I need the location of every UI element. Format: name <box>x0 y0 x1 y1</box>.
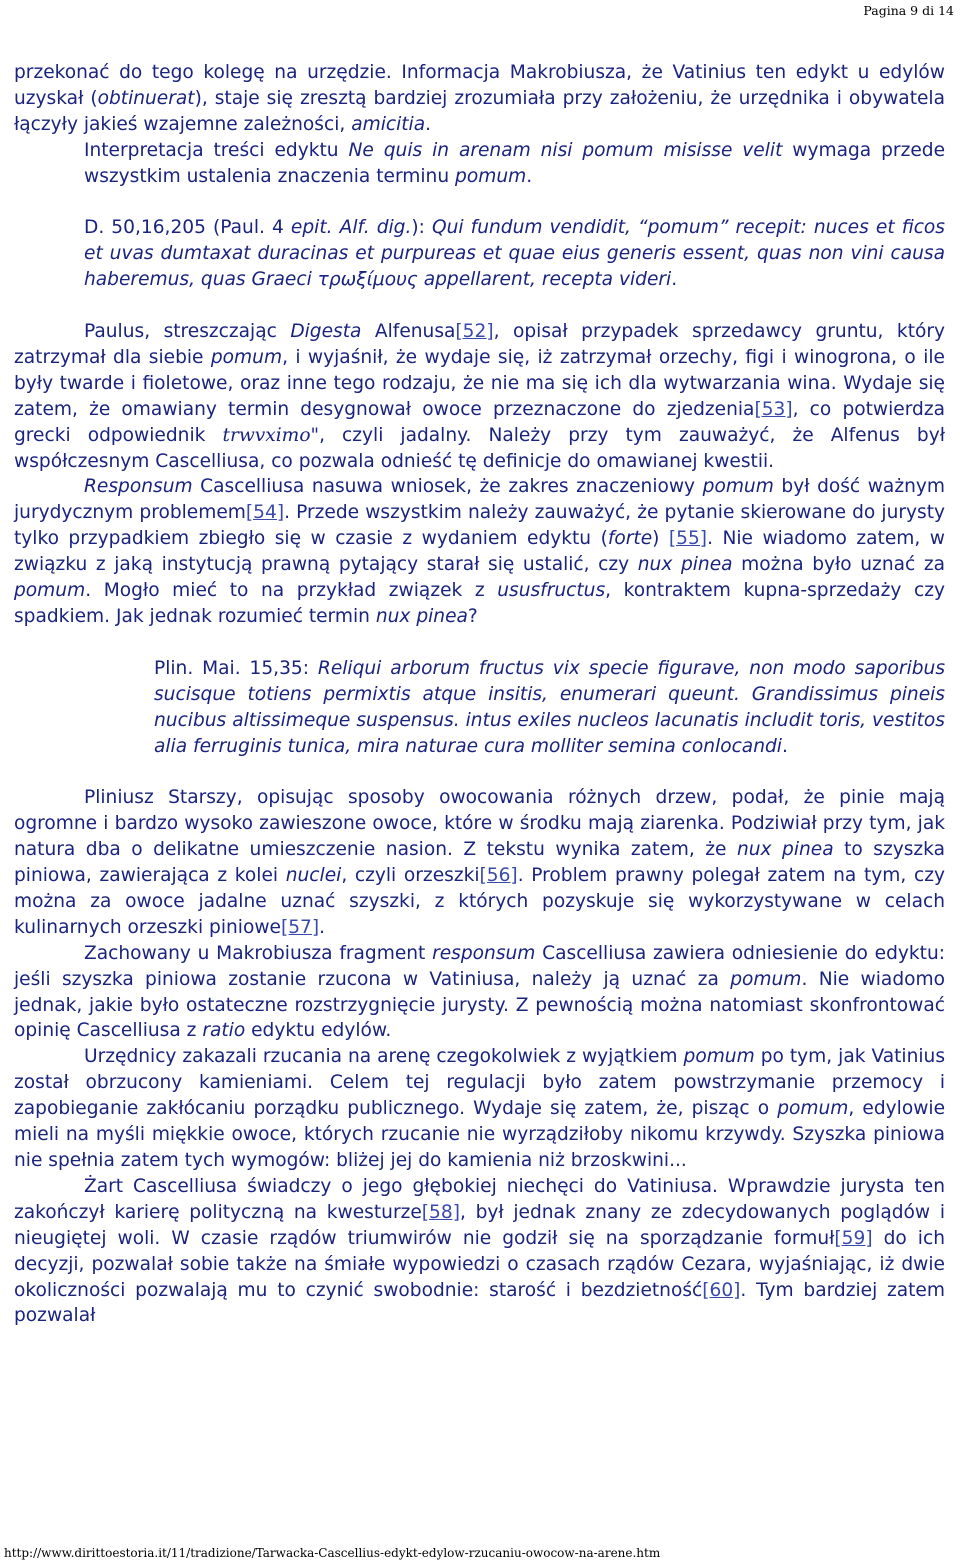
paragraph-9 <box>14 1044 945 1174</box>
paragraph-5 <box>14 474 945 629</box>
text: . Przede wszystkim należy zauważyć, że pytanie skierowane do jurysty tylko przypadkiem zbiegło się w czasie z wydaniem edyktu ( <box>14 502 945 550</box>
italic-term: ratio <box>202 1020 246 1042</box>
italic-term: Digesta <box>290 321 362 343</box>
footnote-link-55[interactable]: [55] <box>668 528 708 550</box>
text: Cascelliusa zawiera odniesienie do edyktu: jeśli szyszka piniowa zostanie rzucona w Vatiniusa, należy ją uznać za <box>14 942 945 990</box>
italic-term: nux pinea <box>736 839 834 861</box>
text: D. 50,16,205 (Paul. 4 <box>84 217 291 239</box>
text: . <box>526 165 533 187</box>
text: , co potwierdza grecki odpowiednik <box>14 398 946 446</box>
text: . <box>781 735 788 757</box>
footnote-link-57[interactable]: [57] <box>280 916 320 938</box>
italic-term: nux pinea <box>637 554 733 576</box>
text: . Nie wiadomo zatem, w związku z jaką instytucją prawną pytający starał się ustalić, czy <box>14 528 945 576</box>
paragraph-4 <box>14 319 945 474</box>
text: Urzędnicy zakazali rzucania na arenę czegokolwiek z wyjątkiem <box>84 1046 684 1068</box>
footer-url: http://www.dirittoestoria.it/11/tradizione/Tarwacka-Cascellius-edykt-edylow-rzucaniu-owocow-na-arene.htm <box>4 1546 661 1560</box>
text: . Tym bardziej zatem pozwalał <box>14 1279 945 1327</box>
text: po tym, jak Vatinius został obrzucony kamieniami. Celem tej regulacji było zatem powstrzymanie przemocy i zapobieganie zakłócaniu porządku publicznego. Wydaje się zatem, że, pisząc o <box>14 1046 946 1120</box>
italic-term: pomum <box>210 346 283 368</box>
text: Cascelliusa nasuwa wniosek, że zakres znaczeniowy <box>192 476 703 498</box>
italic-term: ususfructus <box>497 580 606 602</box>
footnote-link-60[interactable]: [60] <box>702 1279 741 1301</box>
text: , był jednak znany ze zdecydowanych poglądów i nieugiętej woli. W czasie rządów triumwirów nie godził się na sporządzanie formuł <box>14 1201 945 1249</box>
italic-term: pomum <box>730 968 802 990</box>
text: , i wyjaśnił, że wydaje się, iż zatrzymał orzechy, figi i winogrona, o ile były twarde i fioletowe, oraz inne tego rodzaju, że nie ma się ich dla wytwarzania wina. Wydaje się zatem, że omawiany termin desygnował owoce przeznaczone do zjedzenia <box>14 346 945 420</box>
italic-term: amicitia <box>351 113 426 135</box>
text: Żart Cascelliusa świadczy o jego głębokiej niechęci do Vatiniusa. Wprawdzie jurysta ten zakończył karierę polityczną na kwesturze <box>14 1175 945 1223</box>
text: Pliniusz Starszy, opisując sposoby owocowania różnych drzew, podał, że pinie mają ogromne i bardzo wysoko zawieszone owoce, które w środku mają ziarenka. Podziwiał przy tym, jak natura dba o delikatne umieszczenie nasion. Z tekstu wynika zatem, że <box>14 787 945 861</box>
article-body <box>14 60 945 1329</box>
text: Zachowany u Makrobiusza fragment <box>84 942 433 964</box>
text: ? <box>467 606 478 627</box>
italic-term: responsum <box>432 942 536 964</box>
italic-term: pomum <box>777 1098 849 1120</box>
page-number: Pagina 9 di 14 <box>863 3 954 18</box>
italic-term: nux pinea <box>375 606 468 627</box>
text: . <box>319 916 326 938</box>
footnote-link-53[interactable]: [53] <box>754 398 793 420</box>
text: wymaga przede wszystkim ustalenia znaczenia terminu <box>84 139 946 187</box>
text: Interpretacja treści edyktu <box>84 139 349 161</box>
text: ) <box>652 528 669 550</box>
text: edyktu edylów. <box>245 1020 392 1042</box>
footnote-link-59[interactable]: [59] <box>834 1227 873 1249</box>
text: do ich decyzji, pozwalał sobie także na śmiałe wypowiedzi o czasach rządów Cezara, wyjaśniając, iż dwie okoliczności pozwalają mu to czynić swobodnie: starość i bezdzietność <box>14 1227 945 1301</box>
paragraph-1 <box>14 60 945 138</box>
italic-term: pomum <box>683 1046 755 1068</box>
text: Plin. Mai. 15,35: <box>154 657 318 679</box>
text: , czyli jadalny. Należy przy tym zauważyć, że Alfenus był współczesnym Cascelliusa, co pozwala odnieść tę definicje do omawianej kwestii. <box>14 424 945 472</box>
italic-term: pomum <box>14 580 86 602</box>
footnote-link-52[interactable]: [52] <box>455 321 494 343</box>
latin-quote: Qui fundum vendidit, “pomum” recepit: nuces et ficos et uvas dumtaxat duracinas et purpureas et quae eius generis essent, quas non vini causa haberemus, quas Graeci τρωξίμους appellarent, recepta videri <box>84 217 945 291</box>
footnote-link-56[interactable]: [56] <box>479 865 518 887</box>
text: , edylowie mieli na myśli miękkie owoce, których rzucanie nie wyrządziłoby nikomu krzywdy. Szyszka piniowa nie spełnia zatem tych wymogów: bliżej jej do kamienia niż brzoskwini... <box>14 1098 946 1171</box>
text: Alfenusa <box>361 321 456 343</box>
italic-term: obtinuerat <box>97 87 195 109</box>
paragraph-2 <box>14 138 945 190</box>
text: , kontraktem kupna-sprzedaży czy spadkiem. Jak jednak rozumieć termin <box>14 580 945 627</box>
latin-quote: Reliqui arborum fructus vix specie figurave, non modo saporibus sucisque totiens permixtis atque insitis, enumerari queunt. Grandissimus pineis nucibus altissimeque suspensus. intus exiles nucleos lacunatis includit toris, vestitos alia ferruginis tunica, mira naturae cura molliter semina conlocandi <box>154 657 946 757</box>
text: ): <box>411 217 432 239</box>
footnote-link-54[interactable]: [54] <box>245 502 285 524</box>
quote-digest <box>14 215 945 293</box>
text: był dość ważnym jurydycznym problemem <box>14 476 945 524</box>
footnote-link-58[interactable]: [58] <box>421 1201 460 1223</box>
italic-term: forte <box>607 528 653 550</box>
text: . <box>425 113 432 135</box>
text: . Nie wiadomo jednak, jakie było ostateczne rozstrzygnięcie jurysty. Z pewnością można natomiast skonfrontować opinię Cascelliusa z <box>14 968 945 1042</box>
italic-term: epit. Alf. dig. <box>290 217 412 239</box>
paragraph-10 <box>14 1174 945 1329</box>
text: ), staje się zresztą bardziej zrozumiała przy założeniu, że urzędnika i obywatela łączyły jakieś wzajemne zależności, <box>14 87 945 135</box>
paragraph-8 <box>14 941 945 1045</box>
paragraph-7 <box>14 785 945 940</box>
text: Paulus, streszczając <box>84 321 291 343</box>
text: można było uznać za <box>732 554 945 576</box>
text: . <box>671 269 678 291</box>
text: . Mogło mieć to na przykład związek z <box>85 580 498 602</box>
text: , opisał przypadek sprzedawcy gruntu, który zatrzymał dla siebie <box>14 321 946 368</box>
italic-term: Responsum <box>84 476 193 498</box>
italic-term: pomum <box>702 476 774 498</box>
italic-term: pomum <box>455 165 527 187</box>
italic-term: Ne quis in arenam nisi pomum misisse velit <box>348 139 783 161</box>
text: przekonać do tego kolegę na urzędzie. Informacja Makrobiusza, że Vatinius ten edykt u edylów uzyskał ( <box>14 62 945 109</box>
text: , czyli orzeszki <box>341 865 480 887</box>
text: to szyszka piniowa, zawierająca z kolei <box>14 839 945 887</box>
greek-term: trwvximo" <box>222 424 320 446</box>
quote-pliny <box>14 656 945 760</box>
text: . Problem prawny polegał zatem na tym, czy można za owoce jadalne uznać szyszki, z których pozyskuje się wykorzystywane w celach kulinarnych orzeszki piniowe <box>14 865 945 938</box>
italic-term: nuclei <box>285 865 342 887</box>
